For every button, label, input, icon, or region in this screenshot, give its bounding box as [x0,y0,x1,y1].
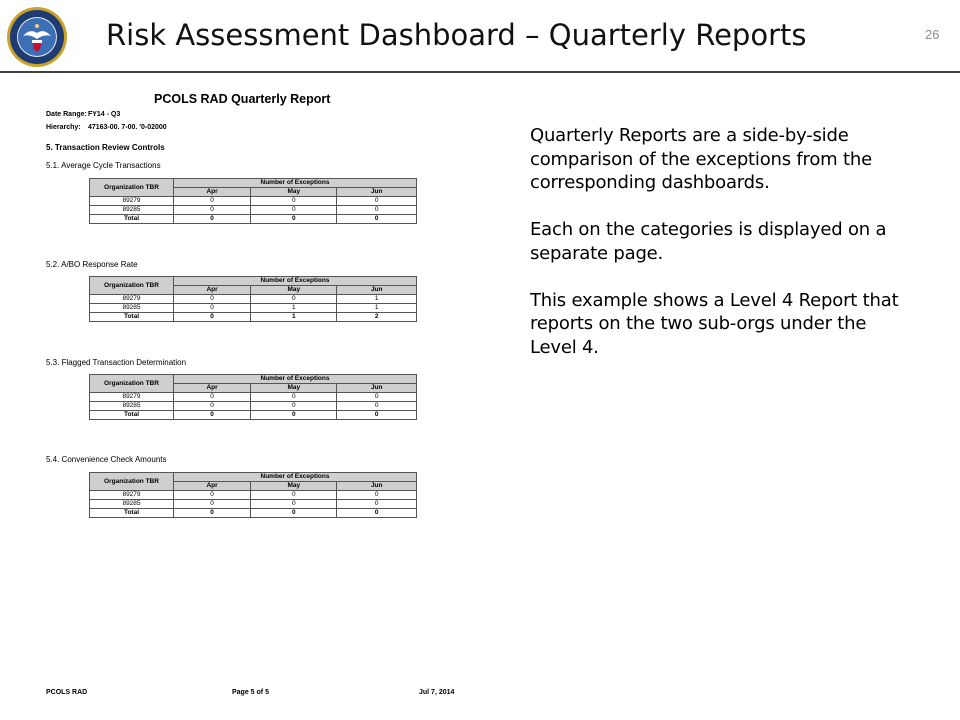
value-cell: 0 [174,509,251,518]
table-title: 5.2. A/BO Response Rate [46,260,138,269]
value-cell: 0 [337,197,417,206]
month-header: Jun [337,286,417,295]
month-header: Apr [174,286,251,295]
table-row [90,206,417,215]
table-row [90,197,417,206]
body-paragraph: Each on the categories is displayed on a separate page. [530,219,887,264]
report-footer-date: Jul 7, 2014 [419,689,455,696]
value-cell: 0 [174,411,251,420]
value-cell: 0 [251,411,337,420]
value-cell: 0 [251,393,337,402]
org-cell: 89285 [90,206,174,215]
table-title: 5.4. Convenience Check Amounts [46,455,167,464]
value-cell: 0 [251,206,337,215]
table-row [90,491,417,500]
hierarchy-label: Hierarchy: [46,124,81,131]
value-cell: 0 [337,491,417,500]
value-cell: 0 [251,197,337,206]
slide-number: 26 [925,27,940,42]
date-range-line [46,111,120,118]
value-cell: 0 [174,215,251,224]
org-cell: Total [90,411,174,420]
value-cell: 0 [174,206,251,215]
total-row [90,313,417,322]
org-cell: 89279 [90,393,174,402]
value-cell: 1 [337,295,417,304]
report-footer-left: PCOLS RAD [46,689,88,696]
value-cell: 1 [337,304,417,313]
slide-title: Risk Assessment Dashboard – Quarterly Reports [106,18,807,52]
exceptions-header: Number of Exceptions [174,375,417,384]
month-header: Apr [174,384,251,393]
org-cell: Total [90,313,174,322]
value-cell: 0 [337,206,417,215]
org-header: Organization TBR [90,179,174,197]
total-row [90,215,417,224]
title-divider [0,71,960,73]
table-row [90,295,417,304]
month-header: May [251,286,337,295]
value-cell: 0 [251,295,337,304]
section-title: 5. Transaction Review Controls [46,143,165,152]
slide-body-text [530,124,900,383]
value-cell: 0 [174,393,251,402]
department-of-defense-seal-icon [6,6,68,68]
org-cell: 89279 [90,295,174,304]
value-cell: 0 [337,411,417,420]
exceptions-table [89,374,417,420]
date-range-value: FY14 - Q3 [87,111,121,118]
table-row [90,500,417,509]
value-cell: 0 [251,500,337,509]
table-title: 5.1. Average Cycle Transactions [46,161,161,170]
exceptions-table [89,178,417,224]
value-cell: 0 [174,500,251,509]
table-row [90,304,417,313]
value-cell: 0 [251,402,337,411]
hierarchy-value: 47163-00. 7-00. '0-02000 [87,124,167,131]
month-header: Jun [337,188,417,197]
org-cell: 89279 [90,491,174,500]
month-header: May [251,482,337,491]
org-cell: 89285 [90,402,174,411]
table-row [90,393,417,402]
value-cell: 1 [251,304,337,313]
month-header: May [251,384,337,393]
org-cell: 89279 [90,197,174,206]
value-cell: 0 [174,313,251,322]
report-footer-page: Page 5 of 5 [232,689,269,696]
value-cell: 2 [337,313,417,322]
month-header: Jun [337,384,417,393]
value-cell: 0 [337,393,417,402]
body-paragraph: This example shows a Level 4 Report that reports on the two sub-orgs under the Level 4. [530,289,899,358]
value-cell: 0 [337,402,417,411]
report-title: PCOLS RAD Quarterly Report [154,92,331,106]
value-cell: 1 [251,313,337,322]
value-cell: 0 [337,509,417,518]
value-cell: 0 [337,215,417,224]
month-header: Jun [337,482,417,491]
exceptions-table [89,472,417,518]
exceptions-header: Number of Exceptions [174,473,417,482]
body-paragraph: Quarterly Reports are a side-by-side comparison of the exceptions from the corresponding dashboards. [530,125,872,193]
table-row [90,402,417,411]
value-cell: 0 [174,491,251,500]
org-cell: 89285 [90,304,174,313]
date-range-label: Date Range: [46,111,87,118]
month-header: May [251,188,337,197]
org-cell: 89285 [90,500,174,509]
org-header: Organization TBR [90,277,174,295]
value-cell: 0 [174,402,251,411]
total-row [90,411,417,420]
exceptions-table [89,276,417,322]
total-row [90,509,417,518]
org-header: Organization TBR [90,375,174,393]
org-header: Organization TBR [90,473,174,491]
org-cell: Total [90,509,174,518]
hierarchy-line [46,124,167,131]
value-cell: 0 [174,197,251,206]
org-cell: Total [90,215,174,224]
exceptions-header: Number of Exceptions [174,179,417,188]
month-header: Apr [174,482,251,491]
month-header: Apr [174,188,251,197]
exceptions-header: Number of Exceptions [174,277,417,286]
value-cell: 0 [174,295,251,304]
value-cell: 0 [337,500,417,509]
value-cell: 0 [251,491,337,500]
value-cell: 0 [174,304,251,313]
value-cell: 0 [251,509,337,518]
table-title: 5.3. Flagged Transaction Determination [46,358,187,367]
value-cell: 0 [251,215,337,224]
